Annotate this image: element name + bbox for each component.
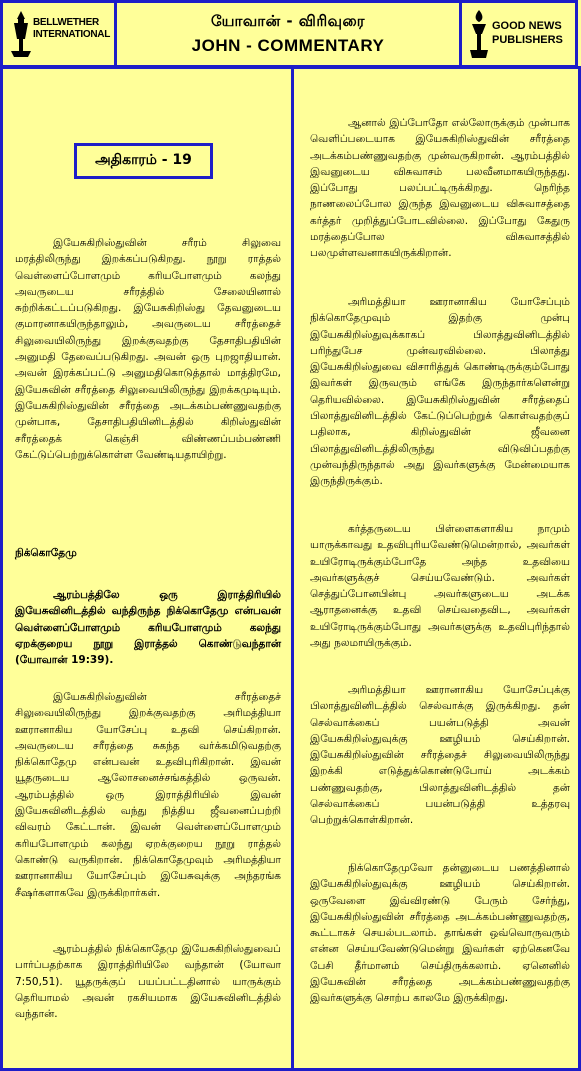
right-paragraph-4: அரிமத்தியா ஊரானாகிய யோசேப்புக்கு பிலாத்துவினிடத்தில் செல்வாக்கு இருக்கிறது. தன் செல்வாக்கைப் பயன்படுத்தி அவன் இயேசுகிறிஸ்துவுக்கு ஊழியம் செய்கிறான். இயேசுகிறிஸ்துவின் சரீரத்தைச் சிலுவையிலிருந்து இறக்கி எடுத்துக்கொண்டுபோய் அடக்கம் பண்ணுவதற்கு, பிலாத்துவினிடத்தில் தன் செல்வாக்கைப் பயன்படுத்தி உத்தரவு பெற்றுக்கொள்கிறான். [310,684,570,827]
left-paragraph-3: ஆரம்பத்தில் நிக்கொதேமு இயேசுகிறிஸ்துவைப் பார்ப்பதற்காக இராத்திரியிலே வந்தான் (யோவா 7:50,51). யூதருக்குப் பயப்பட்டதினால் யாருக்கும் தெரியாமல் அவன் ரகசியமாக இயேசுவினிடத்தில் வந்தான். [15,943,281,1021]
header [0,0,581,68]
logo-left-text [33,17,110,41]
left-paragraph-1: இயேசுகிறிஸ்துவின் சரீரம் சிலுவை மரத்திலிருந்து இறக்கப்படுகிறது. நூறு ராத்தல் வெள்ளைப்போளமும் கரியபோளமும் கலந்து அவருடைய சரீரத்தில் சேலையினால் சுற்றிக்கட்டப்படுகிறது. இயேசுகிறிஸ்து தேவனுடைய குமாரனாகயிருந்தாலும், அவருடைய சரீரத்தைச் சிலுவையிலிருந்து இறக்குவதற்கு தேசாதிபதியின் அனுமதி தேவைப்படுகிறது. அவன் ஒரு புறஜாதியான். அவன் இரக்கப்பட்டு அனுமதிகொடுத்தால் மாத்திரமே, இயேசுவின் சரீரத்தை சிலுவையிலிருந்து இறக்கமுடியும். இயேசுகிறிஸ்துவின் சரீரத்தை அடக்கம்பண்ணுவதற்கு முன்பாக, தேசாதிபதியினிடத்தில் கிறிஸ்துவின் சரீரத்தைக் கெஞ்சி விண்ணப்பம்பண்ணி கேட்டுப்பெற்றுக்கொள்ள வேண்டியதாயிற்று. [15,237,281,461]
left-paragraph-2: இயேசுகிறிஸ்துவின் சரீரத்தைச் சிலுவையிலிருந்து இறக்குவதற்கு அரிமத்தியா ஊரானாகிய யோசேப்பு உதவி செய்கிறான். அவருடைய சரீரத்தை சுகந்த வர்க்கமிடுவதற்கு நிக்கொதேமு என்பவன் உதவிபுரிகிறான். இவன் யூதருடைய ஆலோசனைச்சங்கத்தில் ஒருவன். ஆரம்பத்தில் ஒரு இராத்திரியில் இவன் இயேசுவினிடத்தில் வந்து நித்திய ஜீவனைப்பற்றி விவரம் கேட்டான். இவன் வெள்ளைப்போளமும் கரியபோளமும் கலந்து ஏறக்குறைய நூறு ராத்தல் கொண்டு வருகிறான். நிக்கொதேமுவும் அரிமத்தியா ஊரானாகிய யோசேப்பும் இயேசுவுக்கு அந்தரங்க சீஷர்களாகவே இருக்கிறார்கள். [15,691,281,899]
torch-icon [466,8,492,62]
logo-left-line2: INTERNATIONAL [33,29,111,40]
good-news-logo [459,0,578,68]
left-column [0,66,294,1071]
title-tamil: யோவான் - விரிவுரை [211,12,365,30]
right-paragraph-1: ஆனால் இப்போதோ எல்லோருக்கும் முன்பாக வெளிப்படையாக இயேசுகிறிஸ்துவின் சரீரத்தை அடக்கம்பண்ணுவதற்கு முன்வருகிறான். ஆரம்பத்தில் இவனுடைய விசுவாசம் பலவீனமாகயிருந்தது. இப்போது பலப்பட்டிருக்கிறது. நெரிந்த நாணலைப்போல இருந்த இவனுடைய விசுவாசத்தை கர்த்தர் முறித்துப்போடவில்லை. இப்போது கேதுரு மரத்தைப்போல விசுவாசத்தில் பலமுள்ளவனாகயிருக்கிறான். [310,117,570,260]
right-paragraph-3: கர்த்தருடைய பிள்ளைகளாகிய நாமும் யாருக்காவது உதவிபுரியவேண்டுமென்றால், அவர்கள் உயிரோடிருக்கும்போதே அந்த உதவியை அவர்களுக்குச் செய்யவேண்டும். அவர்கள் செத்துப்போனபின்பு அவர்களுடைய அடக்க ஆராதனைக்கு உதவி செய்வதைவிட, அவர்கள் உயிரோடிருக்கும்போது அவர்களுக்கு உதவிபுரிந்தால் அது நலமாயிருக்கும். [310,523,570,650]
right-paragraph-2: அரிமத்தியா ஊரானாகிய யோசேப்பும் நிக்கொதேமுவும் இதற்கு முன்பு இயேசுகிறிஸ்துவுக்காகப் பிலாத்துவினிடத்தில் பரிந்துபேச முன்வரவில்லை. பிலாத்து இயேசுகிறிஸ்துவை விசாரித்துக் கொண்டிருக்கும்போது இவர்கள் இருவரும் எங்கே இருந்தார்களென்று தெரியவில்லை. இயேசுகிறிஸ்துவின் சரீரத்தைப் பிலாத்துவினிடத்தில் கேட்டுப்பெற்றுக் கொள்வதற்குப் பதிலாக, கிறிஸ்துவின் ஜீவனை பிலாத்துவினிடத்திலிருந்து விடுவிப்பதற்கு முன்வந்திருந்தால் அது இவர்களுக்கு மேன்மையாக இருந்திருக்கும். [310,296,570,488]
lamp-icon [8,9,34,61]
scripture-quote: ஆரம்பத்திலே ஒரு இராத்திரியில் இயேசுவினிடத்தில் வந்திருந்த நிக்கொதேமு என்பவன் வெள்ளைப்போளமும் கரியபோளமும் கலந்து ஏறக்குறைய நூறு இராத்தல் கொண்டுவந்தான் (யோவான் 19:39). [15,589,281,667]
logo-right-line2: PUBLISHERS [492,34,563,46]
title-box [114,0,462,68]
logo-right-line1: GOOD NEWS [492,20,562,32]
logo-right-text [492,19,563,47]
section-heading: நிக்கொதேமு [15,547,77,559]
logo-left-line1: BELLWETHER [33,17,99,28]
title-english: JOHN - COMMENTARY [191,36,385,55]
bellwether-logo [0,0,117,68]
chapter-title: அதிகாரம் - 19 [74,143,213,179]
right-paragraph-5: நிக்கொதேமுவோ தன்னுடைய பணத்தினால் இயேசுகிறிஸ்துவுக்கு ஊழியம் செய்கிறான். ஒருவேளை இவ்விரண்டு பேரும் சேர்ந்து, இயேசுகிறிஸ்துவின் சரீரத்தை அடக்கம்பண்ணுவதற்கு, கூட்டாகச் செயல்படலாம். தாங்கள் ஒவ்வொருவரும் என்ன செய்யவேண்டுமென்று இவர்கள் ஏற்கெனவே பேசி தீர்மானம் செய்திருக்கலாம். ஏனெனில் இயேசுவின் சரீரத்தை அடக்கம்பண்ணுவதற்கு இவர்களுக்கு சொற்ப காலமே இருக்கிறது. [310,862,570,1005]
right-column [291,66,581,1071]
